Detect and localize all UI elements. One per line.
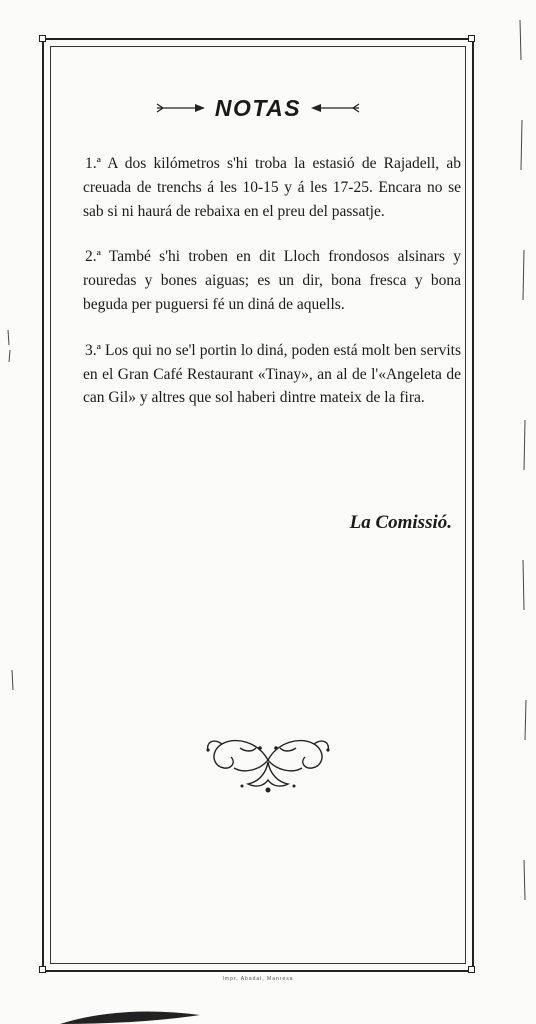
arrow-left-icon	[309, 102, 361, 114]
corner-bottom-right	[468, 966, 475, 973]
corner-top-right	[468, 35, 475, 42]
signature: La Comissió.	[349, 512, 452, 533]
note-1	[83, 152, 461, 223]
corner-bottom-left	[39, 966, 46, 973]
note-number: 1.ª	[85, 155, 101, 172]
floral-ornament-icon	[200, 728, 336, 798]
page-title: NOTAS	[214, 94, 302, 121]
corner-top-left	[39, 35, 46, 42]
note-text: També s'hi troben en dit Lloch frondosos alsinars y rouredas y bones aiguas; es un dir, bona fresca y bona beguda per puguersi fé un diná de aquells.	[83, 248, 461, 313]
note-number: 3.ª	[85, 341, 101, 359]
note-3	[83, 339, 461, 410]
note-2	[83, 245, 461, 316]
note-number: 2.ª	[85, 248, 101, 266]
title-row	[50, 90, 466, 126]
note-text: A dos kilómetros s'hi troba la estasió de Rajadell, ab creuada de trenchs á les 10-15 y á les 17-25. Encara no se sab si ni haurá de rebaixa en el preu del passatje.	[83, 155, 461, 220]
printer-imprint: Impr. Abadal, Manresa	[222, 976, 294, 982]
notes-list	[83, 152, 461, 432]
note-text: Los qui no se'l portin lo diná, poden está molt ben servits en el Gran Café Restaurant «Tinay», an al de l'«Angeleta de can Gil» y altres que sol haberi dintre mateix de la fira.	[83, 341, 462, 407]
arrow-right-icon	[155, 102, 207, 114]
